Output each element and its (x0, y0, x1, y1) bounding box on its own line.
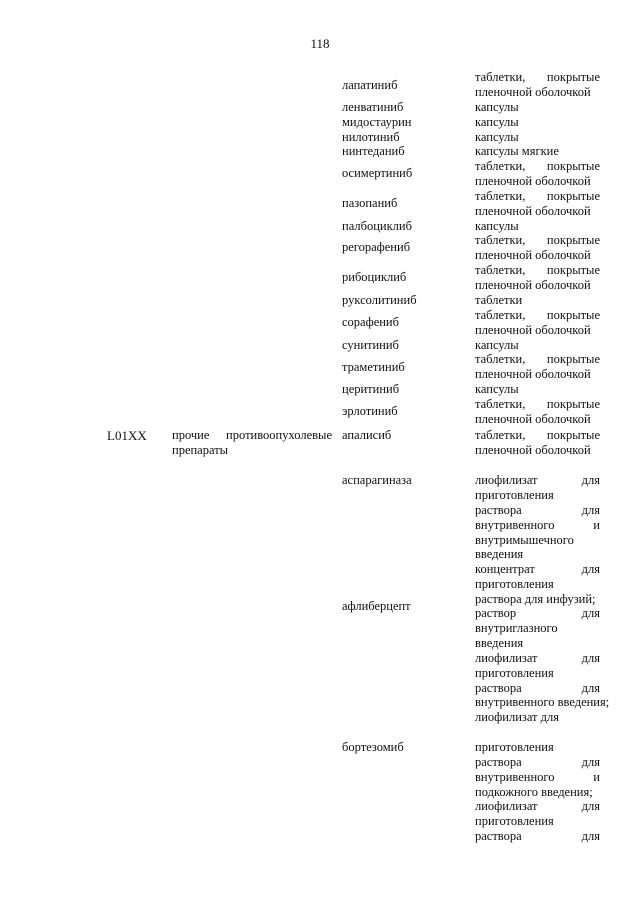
drug-form: таблетки, покрытые (475, 428, 600, 442)
drug-name: аспарагиназа (342, 473, 412, 487)
drug-form: капсулы (475, 115, 519, 129)
drug-form: пленочной оболочкой (475, 323, 591, 337)
drug-form: пленочной оболочкой (475, 412, 591, 426)
drug-form: таблетки, покрытые (475, 308, 600, 322)
drug-name: пазопаниб (342, 196, 398, 210)
drug-form: внутриглазного (475, 621, 558, 635)
drug-form: капсулы (475, 219, 519, 233)
drug-form: концентрат для (475, 562, 600, 576)
drug-form: капсулы мягкие (475, 144, 559, 158)
drug-name: апалисиб (342, 428, 392, 442)
drug-name: сорафениб (342, 315, 399, 329)
drug-name: эрлотиниб (342, 404, 398, 418)
drug-form: пленочной оболочкой (475, 443, 591, 457)
drug-form: раствора для (475, 681, 600, 695)
drug-form: пленочной оболочкой (475, 204, 591, 218)
drug-form: приготовления (475, 666, 554, 680)
drug-form: таблетки, покрытые (475, 233, 600, 247)
drug-form: приготовления (475, 488, 554, 502)
drug-name: бортезомиб (342, 740, 404, 754)
drug-name: осимертиниб (342, 166, 413, 180)
drug-form: внутривенного и (475, 518, 600, 532)
drug-form: таблетки, покрытые (475, 70, 600, 84)
drug-form: таблетки, покрытые (475, 397, 600, 411)
drug-name: афлиберцепт (342, 599, 411, 613)
drug-name: сунитиниб (342, 338, 399, 352)
drug-form: введения (475, 636, 524, 650)
drug-form: лиофилизат для (475, 710, 559, 724)
drug-name: нинтеданиб (342, 144, 405, 158)
drug-form: таблетки, покрытые (475, 352, 600, 366)
drug-form: пленочной оболочкой (475, 85, 591, 99)
drug-form: лиофилизат для (475, 473, 600, 487)
atc-code: L01XX (107, 428, 147, 443)
atc-group-name-line2: препараты (172, 443, 229, 457)
drug-name: траметиниб (342, 360, 405, 374)
page-number: 118 (310, 36, 330, 51)
drug-name: мидостаурин (342, 115, 412, 129)
drug-name: руксолитиниб (342, 293, 417, 307)
drug-form: раствора для инфузий; (475, 592, 596, 606)
drug-form: раствора для (475, 503, 600, 517)
drug-name: церитиниб (342, 382, 400, 396)
drug-form: раствора для (475, 755, 600, 769)
drug-form: приготовления (475, 577, 554, 591)
drug-form: подкожного введения; (475, 785, 593, 799)
atc-group-name (172, 428, 332, 458)
drug-form: капсулы (475, 130, 519, 144)
drug-form: капсулы (475, 382, 519, 396)
drug-form: внутривенного введения; (475, 695, 610, 709)
drug-name: ленватиниб (342, 100, 404, 114)
drug-form: пленочной оболочкой (475, 367, 591, 381)
drug-form: таблетки, покрытые (475, 159, 600, 173)
drug-name: лапатиниб (342, 78, 398, 92)
drug-form: пленочной оболочкой (475, 248, 591, 262)
drug-form: внутривенного и (475, 770, 600, 784)
drug-name: регорафениб (342, 240, 411, 254)
drug-form: капсулы (475, 100, 519, 114)
atc-group-name-line1: прочие противоопухолевые (172, 428, 332, 442)
drug-form: капсулы (475, 338, 519, 352)
drug-form: таблетки (475, 293, 523, 307)
drug-form: таблетки, покрытые (475, 263, 600, 277)
drug-form: введения (475, 547, 524, 561)
drug-form: раствор для (475, 606, 600, 620)
drug-form: приготовления (475, 740, 554, 754)
drug-form: лиофилизат для (475, 651, 600, 665)
drug-name: нилотиниб (342, 130, 400, 144)
drug-form: пленочной оболочкой (475, 174, 591, 188)
drug-form: лиофилизат для (475, 799, 600, 813)
drug-form: пленочной оболочкой (475, 278, 591, 292)
drug-form: таблетки, покрытые (475, 189, 600, 203)
drug-form: приготовления (475, 814, 554, 828)
drug-name: рибоциклиб (342, 270, 407, 284)
drug-form: внутримышечного (475, 533, 574, 547)
drug-name: палбоциклиб (342, 219, 412, 233)
drug-form: раствора для (475, 829, 600, 843)
